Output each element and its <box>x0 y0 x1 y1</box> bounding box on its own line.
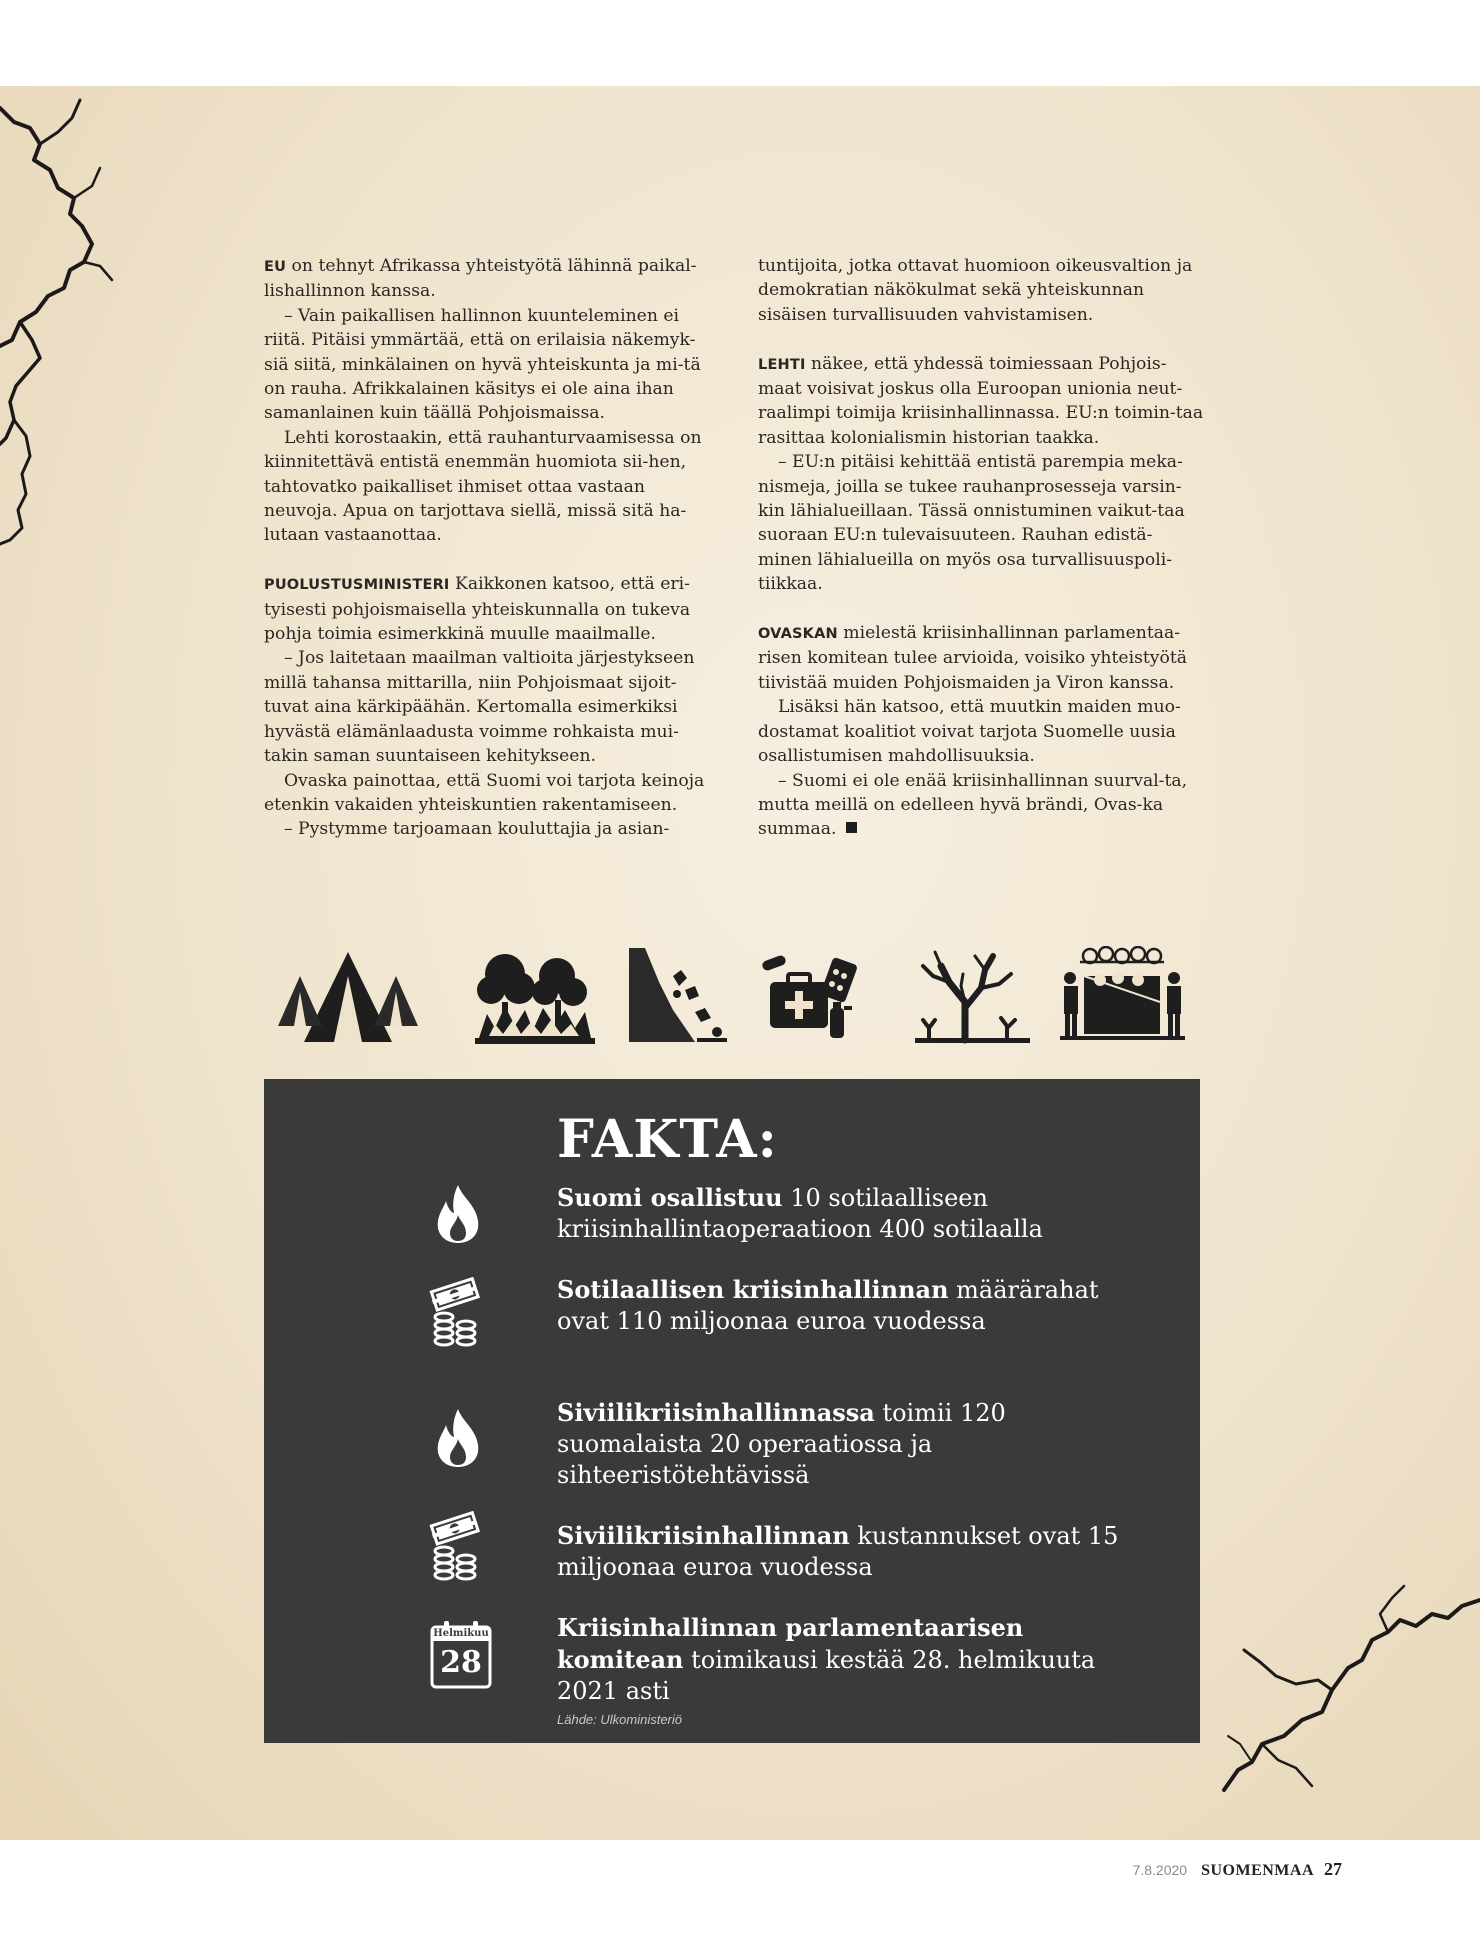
fakta-title: FAKTA: <box>557 1109 778 1170</box>
dead-tree-drought-icon <box>915 946 1030 1046</box>
paragraph: Lehti korostaakin, että rauhanturvaamisessa on kiinnitettävä entistä enemmän huomiota sii-hen, tahtovatko paikalliset ihmiset ottaa vastaan neuvoja. Apua on tarjottava siellä, missä sitä ha-lutaan vastaanottaa. <box>264 427 702 546</box>
paragraph: – Vain paikallisen hallinnon kuunteleminen ei riitä. Pitäisi ymmärtää, että on erilaisia näkemyk-siä siitä, minkälainen on hyvä yhteiskunta ja mi-tä on rauha. Afrikkalainen käsitys ei ole aina ihan samanlainen kuin täällä Pohjoismaissa. <box>264 305 701 424</box>
fact-text: 10 sotilaalliseen kriisinhallintaoperaatioon 400 sotilaalla <box>557 1184 1043 1243</box>
lead-word: OVASKAN <box>758 626 838 643</box>
forest-fire-icon <box>475 946 595 1046</box>
refugee-camp-guards-icon <box>1060 946 1185 1046</box>
fact-item <box>557 1612 1157 1707</box>
money-icon <box>426 1511 488 1581</box>
end-mark-icon <box>846 822 857 833</box>
lead-word: PUOLUSTUSMINISTERI <box>264 577 450 594</box>
paragraph: näkee, että yhdessä toimiessaan Pohjois-maat voisivat joskus olla Euroopan unionia neut-raalimpi toimija kriisinhallinnassa. EU:n toimin-taa rasittaa kolonialismin historian taakka. <box>758 353 1204 448</box>
paragraph: – Pystymme tarjoamaan kouluttajia ja asian- <box>284 819 670 840</box>
fact-text: määrärahat ovat 110 miljoonaa euroa vuodessa <box>557 1276 1099 1335</box>
calendar-day: 28 <box>440 1645 482 1680</box>
fact-text: toimikausi kestää 28. helmikuuta 2021 asti <box>557 1646 1096 1705</box>
fact-bold: Kriisinhallinnan parlamentaarisen komitean <box>557 1613 1024 1674</box>
paragraph: on tehnyt Afrikassa yhteistyötä lähinnä paikal-lishallinnon kanssa. <box>264 256 697 302</box>
fact-item <box>557 1182 1157 1245</box>
paragraph: Ovaska painottaa, että Suomi voi tarjota keinoja etenkin vakaiden yhteiskuntien rakentamiseen. <box>264 770 705 815</box>
fact-item <box>557 1274 1157 1337</box>
fact-bold: Siviilikriisinhallinnassa <box>557 1398 875 1427</box>
fact-item <box>557 1397 1157 1491</box>
article-column-left <box>264 254 710 842</box>
fakta-box <box>264 1079 1200 1743</box>
landslide-icon <box>625 946 735 1046</box>
fact-text: toimii 120 suomalaista 20 operaatiossa ja sihteeristötehtävissä <box>557 1399 1006 1489</box>
lead-word: EU <box>264 259 287 275</box>
crisis-icon-row <box>270 946 1190 1062</box>
paragraph: – EU:n pitäisi kehittää entistä parempia meka-nismeja, joilla se tukee rauhanprosesseja varsin-kin lähialueillaan. Tässä onnistuminen vaikut-taa suoraan EU:n tulevaisuuteen. Rauhan edistä-minen lähialueilla on myös osa turvallisuuspoli-tiikkaa. <box>758 452 1185 595</box>
fact-bold: Suomi osallistuu <box>557 1183 783 1212</box>
fire-icon <box>432 1407 484 1469</box>
issue-date: 7.8.2020 <box>1132 1862 1188 1878</box>
calendar-month: Helmikuu <box>433 1628 489 1639</box>
fact-bold: Siviilikriisinhallinnan <box>557 1521 850 1550</box>
paragraph: mielestä kriisinhallinnan parlamentaa-risen komitean tulee arvioida, voisiko yhteistyötä tiivistää muiden Pohjoismaiden ja Viron kanssa. <box>758 623 1188 693</box>
page-footer <box>1133 1859 1342 1880</box>
paragraph: Lisäksi hän katsoo, että muutkin maiden muo-dostamat koalitiot voivat tarjota Suomelle uusia osallistumisen mahdollisuuksia. <box>758 697 1181 767</box>
lead-word: LEHTI <box>758 356 806 373</box>
source-note: Lähde: Ulkoministeriö <box>557 1712 683 1727</box>
paragraph: tuntijoita, jotka ottavat huomioon oikeusvaltion ja demokratian näkökulmat sekä yhteiskunnan sisäisen turvallisuuden vahvistamisen. <box>758 256 1193 325</box>
calendar-icon <box>430 1619 492 1689</box>
money-icon <box>426 1277 488 1347</box>
fact-bold: Sotilaallisen kriisinhallinnan <box>557 1275 949 1304</box>
fact-text: kustannukset ovat 15 miljoonaa euroa vuodessa <box>557 1522 1119 1581</box>
paragraph: – Suomi ei ole enää kriisinhallinnan suurval-ta, mutta meillä on edelleen hyvä brändi, Ovas-ka summaa. <box>758 770 1188 840</box>
tent-camp-icon <box>278 946 418 1046</box>
page-number: 27 <box>1324 1859 1342 1879</box>
article-column-right <box>758 254 1204 842</box>
fire-icon <box>432 1183 484 1245</box>
first-aid-kit-icon <box>760 946 875 1046</box>
publication-name: SUOMENMAA <box>1201 1862 1314 1879</box>
paragraph: Kaikkonen katsoo, että eri-tyisesti pohjoismaisella yhteiskunnalla on tukeva pohja toimia esimerkkinä muulle maailmalle. <box>264 574 691 645</box>
paragraph: – Jos laitetaan maailman valtioita järjestykseen millä tahansa mittarilla, niin Pohjoismaat sijoit-tuvat aina kärkipäähän. Kertomalla esimerkiksi hyvästä elämänlaadusta voimme rohkaista mui-takin saman suuntaiseen kehitykseen. <box>264 648 695 767</box>
fact-item <box>557 1520 1157 1583</box>
